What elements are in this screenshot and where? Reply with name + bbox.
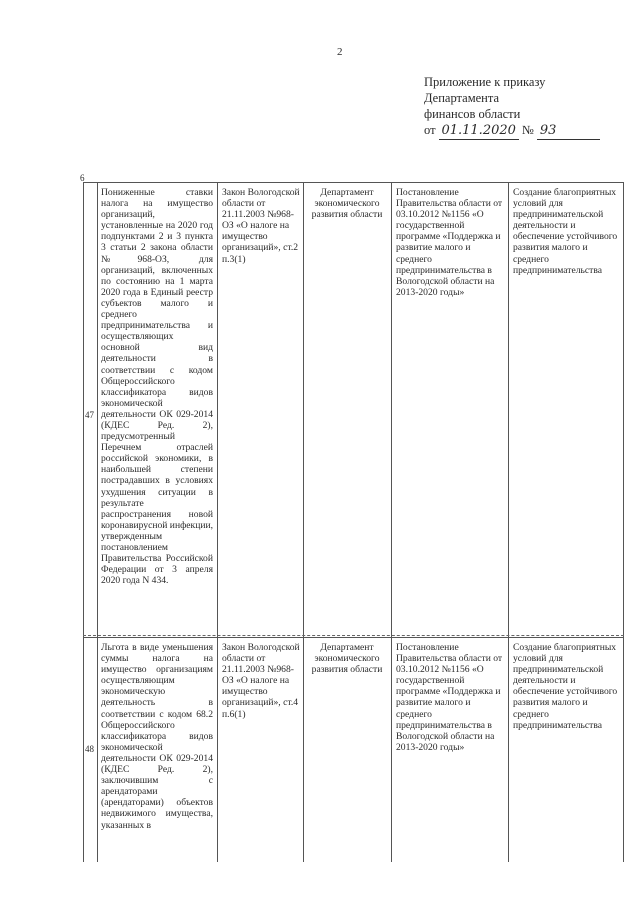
row-goal: Создание благоприятных условий для предпринимательской деятельности и обеспечение устойчивого развития малого и среднего предпринимательства xyxy=(513,187,618,276)
date-prefix: от xyxy=(424,123,436,137)
page-number: 2 xyxy=(337,46,343,58)
row-department: Департамент экономического развития области xyxy=(311,642,383,676)
row-number: 48 xyxy=(85,744,94,754)
row-goal: Создание благоприятных условий для предпринимательской деятельности и обеспечение устойчивого развития малого и среднего предпринимательства xyxy=(513,642,618,731)
row-description: Льгота в виде уменьшения суммы налога на имущество организациям осуществляющим экономическую деятельность в соответствии с кодом 68.2 Общероссийского классификатора видов экономической деятельности ОК 029-2014 (КДЕС Ред. 2), заключившим с арендаторами (арендаторами) объектов недвижимого имущества, указанных в xyxy=(101,642,213,831)
row-department: Департамент экономического развития области xyxy=(311,187,383,221)
row-law: Закон Вологодской области от 21.11.2003 №968-ОЗ «О налоге на имущество организаций», ст.2 п.3(1) xyxy=(222,187,300,265)
appendix-stamp xyxy=(424,74,624,140)
row-number: 47 xyxy=(85,410,94,420)
row-program: Постановление Правительства области от 03.10.2012 №1156 «О государственной программе «Поддержка и развитие малого и среднего предпринимательства в Вологодской области на 2013-2020 годы» xyxy=(396,187,503,298)
stamp-line-1: Приложение к приказу xyxy=(424,75,546,89)
benefits-table xyxy=(83,182,624,862)
stamp-line-2: Департамента xyxy=(424,91,500,105)
row-program: Постановление Правительства области от 03.10.2012 №1156 «О государственной программе «Поддержка и развитие малого и среднего предпринимательства в Вологодской области на 2013-2020 годы» xyxy=(396,642,503,753)
stamp-line-3: финансов области xyxy=(424,107,521,121)
stamp-date-line xyxy=(424,122,624,140)
number-prefix: № xyxy=(521,123,534,137)
handwritten-date: 01.11.2020 xyxy=(439,123,519,140)
row-description: Пониженные ставки налога на имущество организаций, установленные на 2020 год подпунктами 2 и 3 пункта 3 статьи 2 закона области №968-ОЗ, для организаций, включенных по состоянию на 1 марта 2020 года в Единый реестр субъектов малого и среднего предпринимательства и осуществляющих основной вид деятельности в соответствии с кодом Общероссийского классификатора видов экономической деятельности ОК 029-2014 (КДЕС Ред. 2), предусмотренный Перечнем отраслей российской экономики, в наибольшей степени пострадавших в условиях ухудшения ситуации в результате распространения новой коронавирусной инфекции, утвержденным постановлением Правительства Российской Федерации от 3 апреля 2020 года N 434. xyxy=(101,187,213,587)
row-law: Закон Вологодской области от 21.11.2003 №968-ОЗ «О налоге на имущество организаций», ст.4 п.6(1) xyxy=(222,642,300,720)
handwritten-number: 93 xyxy=(537,123,600,140)
column-marker: 6 xyxy=(80,173,85,183)
